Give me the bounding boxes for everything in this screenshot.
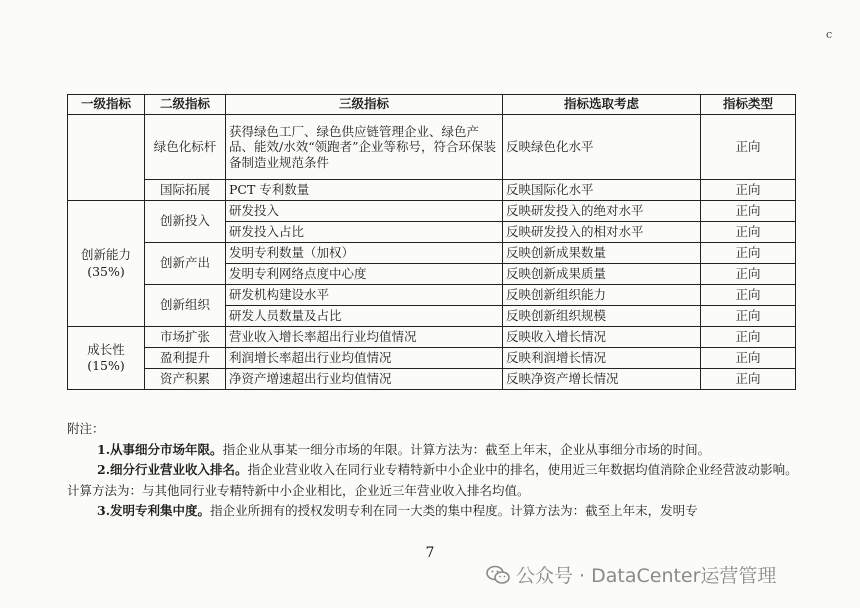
consideration-cell: 反映利润增长情况	[503, 348, 701, 369]
consideration-cell: 反映净资产增长情况	[503, 369, 701, 390]
type-cell: 正向	[701, 222, 796, 243]
type-cell: 正向	[701, 369, 796, 390]
notes-section	[67, 419, 807, 522]
type-cell: 正向	[701, 201, 796, 222]
third-level-cell: 净资产增速超出行业均值情况	[226, 369, 503, 390]
type-cell: 正向	[701, 243, 796, 264]
indicator-table	[67, 94, 796, 390]
note-title: 2.细分行业营业收入排名。	[97, 462, 248, 477]
third-level-cell: 研发投入占比	[226, 222, 503, 243]
page-number: 7	[425, 545, 435, 561]
third-level-cell: 营业收入增长率超出行业均值情况	[226, 327, 503, 348]
first-level-weight: (35%)	[87, 263, 125, 279]
header-consideration: 指标选取考虑	[503, 95, 701, 115]
third-level-cell: 研发投入	[226, 201, 503, 222]
table-row	[68, 115, 796, 180]
third-level-cell: 利润增长率超出行业均值情况	[226, 348, 503, 369]
consideration-cell: 反映研发投入的相对水平	[503, 222, 701, 243]
header-third-level: 三级指标	[226, 95, 503, 115]
second-level-cell: 绿色化标杆	[145, 115, 226, 180]
first-level-weight: (15%)	[87, 358, 125, 373]
second-level-cell: 创新投入	[145, 201, 226, 243]
note-item	[67, 440, 807, 461]
table-row	[68, 201, 796, 222]
third-level-cell: 发明专利网络点度中心度	[226, 264, 503, 285]
first-level-cell	[68, 115, 145, 201]
consideration-cell: 反映绿色化水平	[503, 115, 701, 180]
note-body: 指企业从事某一细分市场的年限。计算方法为：截至上年末，企业从事细分市场的时间。	[222, 441, 711, 457]
table-row	[68, 243, 796, 264]
consideration-cell: 反映创新成果数量	[503, 243, 701, 264]
header-type: 指标类型	[701, 95, 796, 115]
consideration-cell: 反映研发投入的绝对水平	[503, 201, 701, 222]
third-level-cell: 获得绿色工厂、绿色供应链管理企业、绿色产品、能效/水效“领跑者”企业等称号，符合环保装备制造业规范条件	[226, 115, 503, 180]
consideration-cell: 反映创新成果质量	[503, 264, 701, 285]
second-level-cell: 创新组织	[145, 285, 226, 327]
second-level-cell: 盈利提升	[145, 348, 226, 369]
first-level-name: 创新能力	[80, 247, 131, 263]
third-level-cell: 研发机构建设水平	[226, 285, 503, 306]
second-level-cell: 国际拓展	[145, 180, 226, 201]
consideration-cell: 反映收入增长情况	[503, 327, 701, 348]
first-level-cell	[68, 201, 145, 327]
table-row	[68, 327, 796, 348]
table-header-row	[68, 95, 796, 115]
corner-mark: c	[826, 28, 833, 41]
second-level-cell: 创新产出	[145, 243, 226, 285]
third-level-cell: 研发人员数量及占比	[226, 306, 503, 327]
wechat-icon	[486, 565, 510, 585]
first-level-cell	[68, 327, 145, 390]
header-first-level: 一级指标	[68, 95, 145, 115]
notes-heading: 附注：	[67, 421, 105, 436]
watermark	[486, 561, 776, 588]
note-item	[67, 501, 807, 522]
type-cell: 正向	[701, 115, 796, 180]
note-title: 1.从事细分市场年限。	[97, 441, 223, 457]
table-row	[68, 348, 796, 369]
type-cell: 正向	[701, 327, 796, 348]
watermark-text: 公众号 · DataCenter运营管理	[516, 565, 777, 587]
consideration-cell: 反映创新组织能力	[503, 285, 701, 306]
type-cell: 正向	[701, 348, 796, 369]
type-cell: 正向	[701, 285, 796, 306]
note-body: 指企业营业收入在同行业专精特新中小企业中的排名，使用近三年数据均值消除企业经营波动影响。计算方法为：与其他同行业专精特新中小企业相比，企业近三年营业收入排名均值。	[67, 462, 798, 498]
second-level-cell: 资产积累	[145, 369, 226, 390]
type-cell: 正向	[701, 306, 796, 327]
table-row	[68, 180, 796, 201]
first-level-name: 成长性	[87, 341, 125, 357]
type-cell: 正向	[701, 180, 796, 201]
note-item	[67, 460, 807, 501]
header-second-level: 二级指标	[145, 95, 226, 115]
table-row	[68, 285, 796, 306]
table-row	[68, 369, 796, 390]
third-level-cell: 发明专利数量（加权）	[226, 243, 503, 264]
second-level-cell: 市场扩张	[145, 327, 226, 348]
note-body: 指企业所拥有的授权发明专利在同一大类的集中程度。计算方法为：截至上年末，发明专	[210, 503, 698, 518]
consideration-cell: 反映创新组织规模	[503, 306, 701, 327]
type-cell: 正向	[701, 264, 796, 285]
note-title: 3.发明专利集中度。	[97, 503, 211, 518]
consideration-cell: 反映国际化水平	[503, 180, 701, 201]
third-level-cell: PCT 专利数量	[226, 180, 503, 201]
